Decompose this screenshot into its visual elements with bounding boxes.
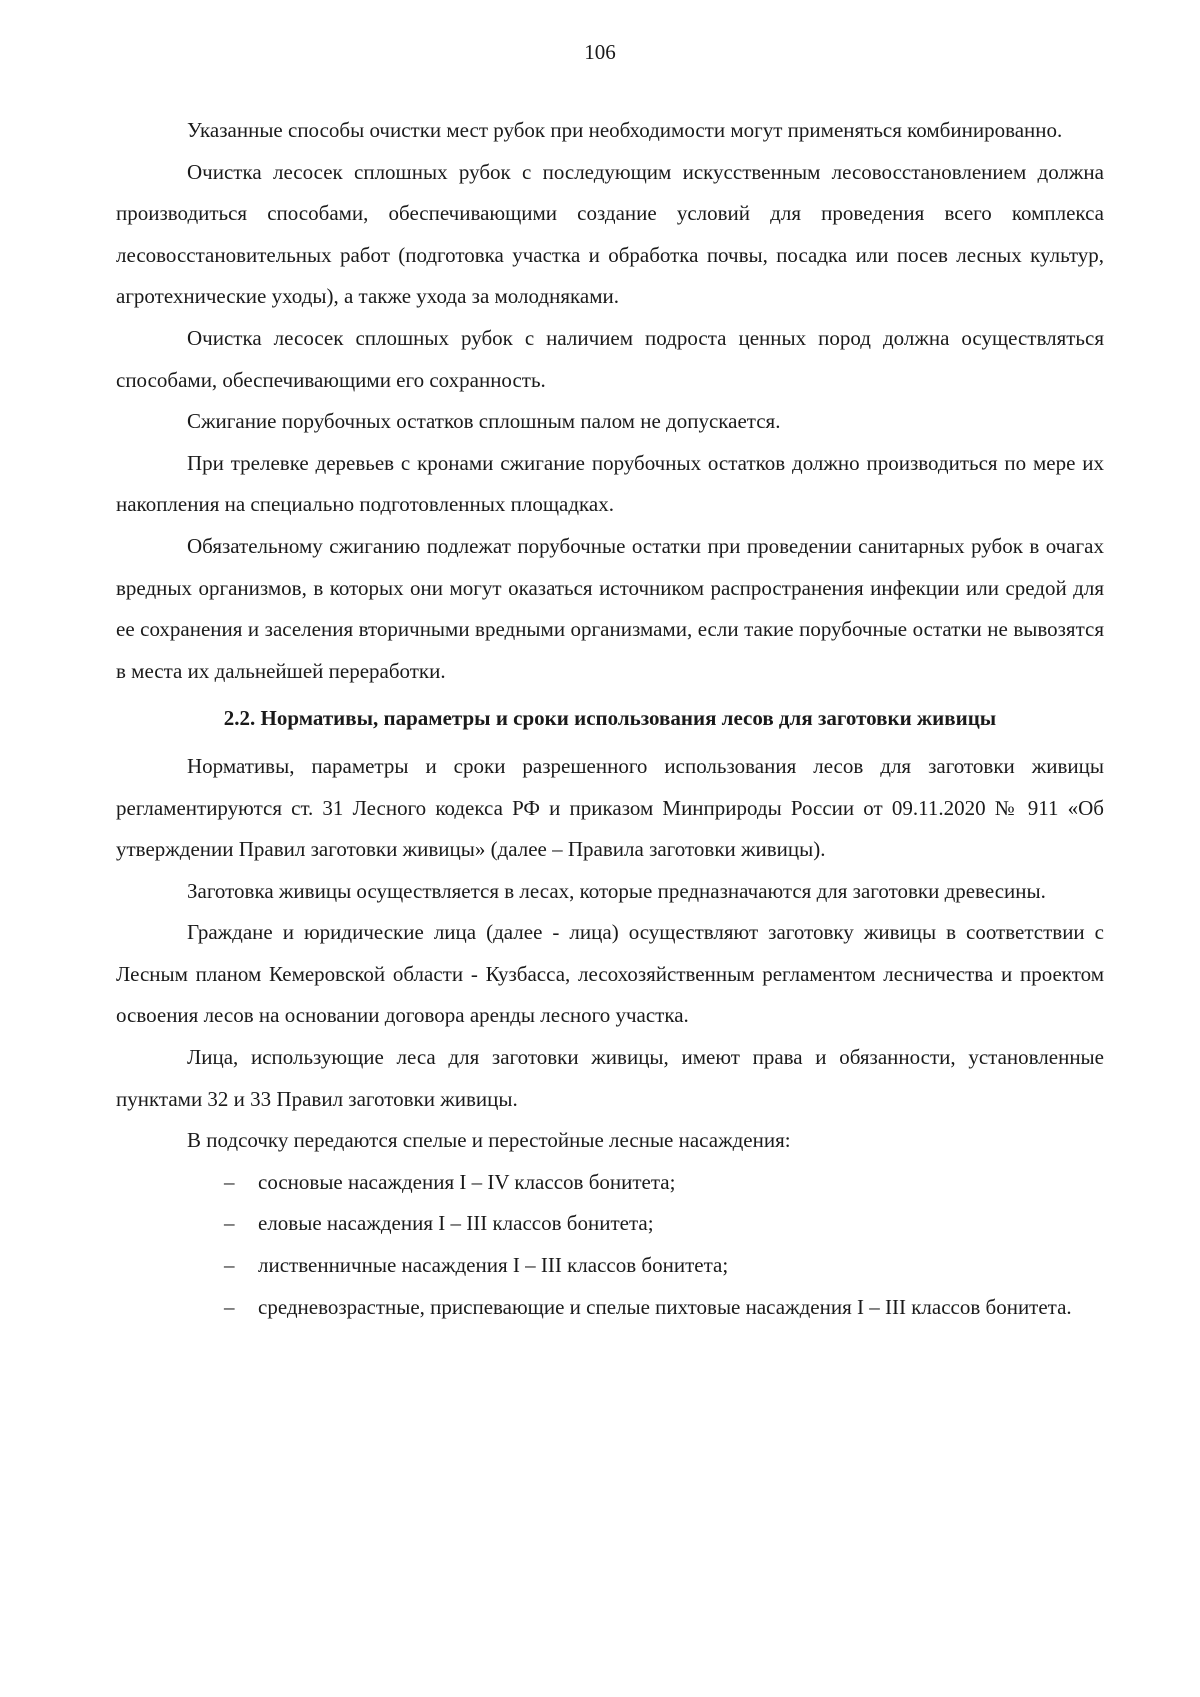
paragraph: В подсочку передаются спелые и перестойные лесные насаждения: [187,1128,791,1153]
paragraph: Заготовка живицы осуществляется в лесах, которые предназначаются для заготовки древесины. [187,878,1046,903]
list-item [116,1245,1104,1287]
list-dash: – [224,1211,235,1236]
paragraph: При трелевке деревьев с кронами сжигание порубочных остатков должно производиться по мере их накопления на специально подготовленных площадках. [116,450,1104,517]
page-number: 106 [584,40,616,64]
list-dash: – [224,1294,235,1319]
paragraph: Обязательному сжиганию подлежат порубочные остатки при проведении санитарных рубок в очагах вредных организмов, в которых они могут оказаться источником распространения инфекции или средой для ее сохранения и заселения вторичными вредными организмами, если такие порубочные остатки не вывозятся в места их дальнейшей переработки. [116,533,1104,683]
page-content [116,110,1104,1328]
list-dash: – [224,1253,235,1278]
paragraph: Лица, использующие леса для заготовки живицы, имеют права и обязанности, установленные пунктами 32 и 33 Правил заготовки живицы. [116,1045,1104,1111]
paragraph: Нормативы, параметры и сроки разрешенного использования лесов для заготовки живицы регламентируются ст. 31 Лесного кодекса РФ и приказом Минприроды России от 09.11.2020 № 911 «Об утверждении Правил заготовки живицы» (далее – Правила заготовки живицы). [116,753,1104,862]
list-dash: – [224,1169,235,1194]
list-item-text: сосновые насаждения I – IV классов бонитета; [258,1169,676,1194]
paragraph: Очистка лесосек сплошных рубок с последующим искусственным лесовосстановлением должна производиться способами, обеспечивающими создание условий для проведения всего комплекса лесовосстановительных работ (подготовка участка и обработка почвы, посадка или посев лесных культур, агротехнические уходы), а также ухода за молодняками. [116,159,1104,309]
list-item [116,1287,1104,1329]
list-item-text: средневозрастные, приспевающие и спелые пихтовые насаждения I – III классов бонитета. [258,1294,1072,1319]
list-item [116,1162,1104,1204]
paragraph: Граждане и юридические лица (далее - лица) осуществляют заготовку живицы в соответствии с Лесным планом Кемеровской области - Кузбасса, лесохозяйственным регламентом лесничества и проектом освоения лесов на основании договора аренды лесного участка. [116,920,1104,1028]
paragraph: Указанные способы очистки мест рубок при необходимости могут применяться комбинированно. [187,118,1063,142]
list-item-text: лиственничные насаждения I – III классов бонитета; [258,1253,729,1278]
section-heading: 2.2. Нормативы, параметры и сроки использования лесов для заготовки живицы [223,706,997,731]
list-item-text: еловые насаждения I – III классов бонитета; [258,1211,654,1236]
paragraph: Сжигание порубочных остатков сплошным палом не допускается. [187,409,781,434]
list-item [116,1203,1104,1245]
paragraph: Очистка лесосек сплошных рубок с наличием подроста ценных пород должна осуществляться способами, обеспечивающими его сохранность. [116,325,1104,392]
stand-list [116,1162,1104,1328]
